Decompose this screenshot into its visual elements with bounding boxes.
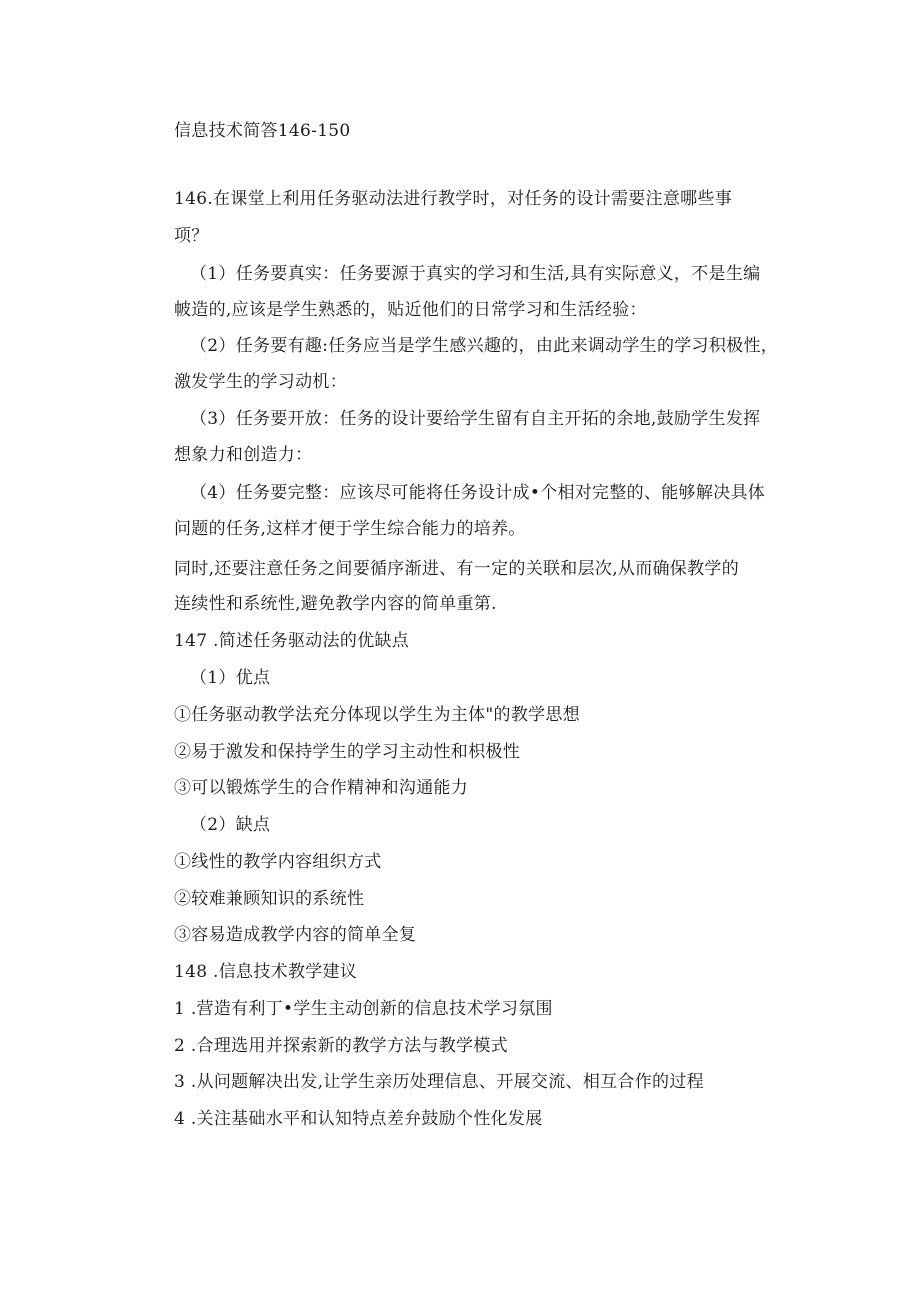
q146-summary-line-1: 同时,还要注意任务之间要循序渐进、有一定的关联和层次,从而确保教学的 [174, 559, 740, 579]
q147-advantage-item: ②易于激发和保持学生的学习主动性和枳极性 [174, 742, 520, 762]
q146-question-line-2: 项？ [174, 226, 209, 246]
q147-advantage-item: ③可以锻炼学生的合作精神和沟通能力 [174, 778, 469, 798]
document-title: 信息技术简答146-150 [174, 121, 351, 141]
q148-item: 2 .合理选用并探索新的教学方法与教学模式 [174, 1036, 508, 1056]
q146-point-4-line-2: 问题的任务,这样才便于学生综合能力的培养。 [174, 519, 526, 539]
q147-disadvantages-heading: （2）缺点 [190, 815, 271, 835]
q147-advantage-item: ①任务驱动教学法充分体现以学生为主体"的教学思想 [174, 705, 581, 725]
q148-item: 4 .关注基础水平和认知特点差弁鼓励个性化发展 [174, 1109, 543, 1129]
q146-point-1-line-2: 帔造的,应该是学生熟悉的，贴近他们的日常学习和生活经验： [174, 300, 647, 320]
q147-disadvantage-item: ③容易造成教学内容的简单全复 [174, 925, 417, 945]
q146-question-line-1: 146.在课堂上利用任务驱动法进行教学时，对任务的设计需要注意哪些事 [174, 189, 733, 209]
q146-summary-line-2: 连续性和系统性,避免教学内容的简单重第. [174, 594, 497, 614]
q146-point-4-line-1: （4）任务要完整：应该尽可能将任务设计成•个相对完整的、能够解决具体 [190, 483, 766, 503]
q147-disadvantage-item: ②较难兼顾知识的系统性 [174, 889, 365, 909]
q147-disadvantage-item: ①线性的教学内容组织方式 [174, 852, 382, 872]
q148-item: 1 .营造有利丁•学生主动创新的信息技术学习氛围 [174, 999, 553, 1019]
q147-advantages-heading: （1）优点 [190, 668, 271, 688]
q146-point-3-line-2: 想象力和创造力： [174, 445, 313, 465]
q146-point-3-line-1: （3）任务要开放：任务的设计要给学生留有自主开拓的余地,鼓励学生发挥 [190, 409, 761, 429]
q148-item: 3 .从问题解决出发,让学生亲历处理信息、开展交流、相互合作的过程 [174, 1072, 704, 1092]
q146-point-1-line-1: （1）任务要真实：任务要源于真实的学习和生活,具有实际意义，不是生编 [190, 264, 761, 284]
q146-point-2-line-1: （2）任务要有趣:任务应当是学生感兴趣的，由此来调动学生的学习积极性， [190, 336, 779, 356]
q146-point-2-line-2: 激发学生的学习动机： [174, 372, 347, 392]
q148-heading: 148 .信息技术教学建议 [174, 962, 358, 982]
q147-heading: 147 .简述任务驱动法的优缺点 [174, 631, 410, 651]
